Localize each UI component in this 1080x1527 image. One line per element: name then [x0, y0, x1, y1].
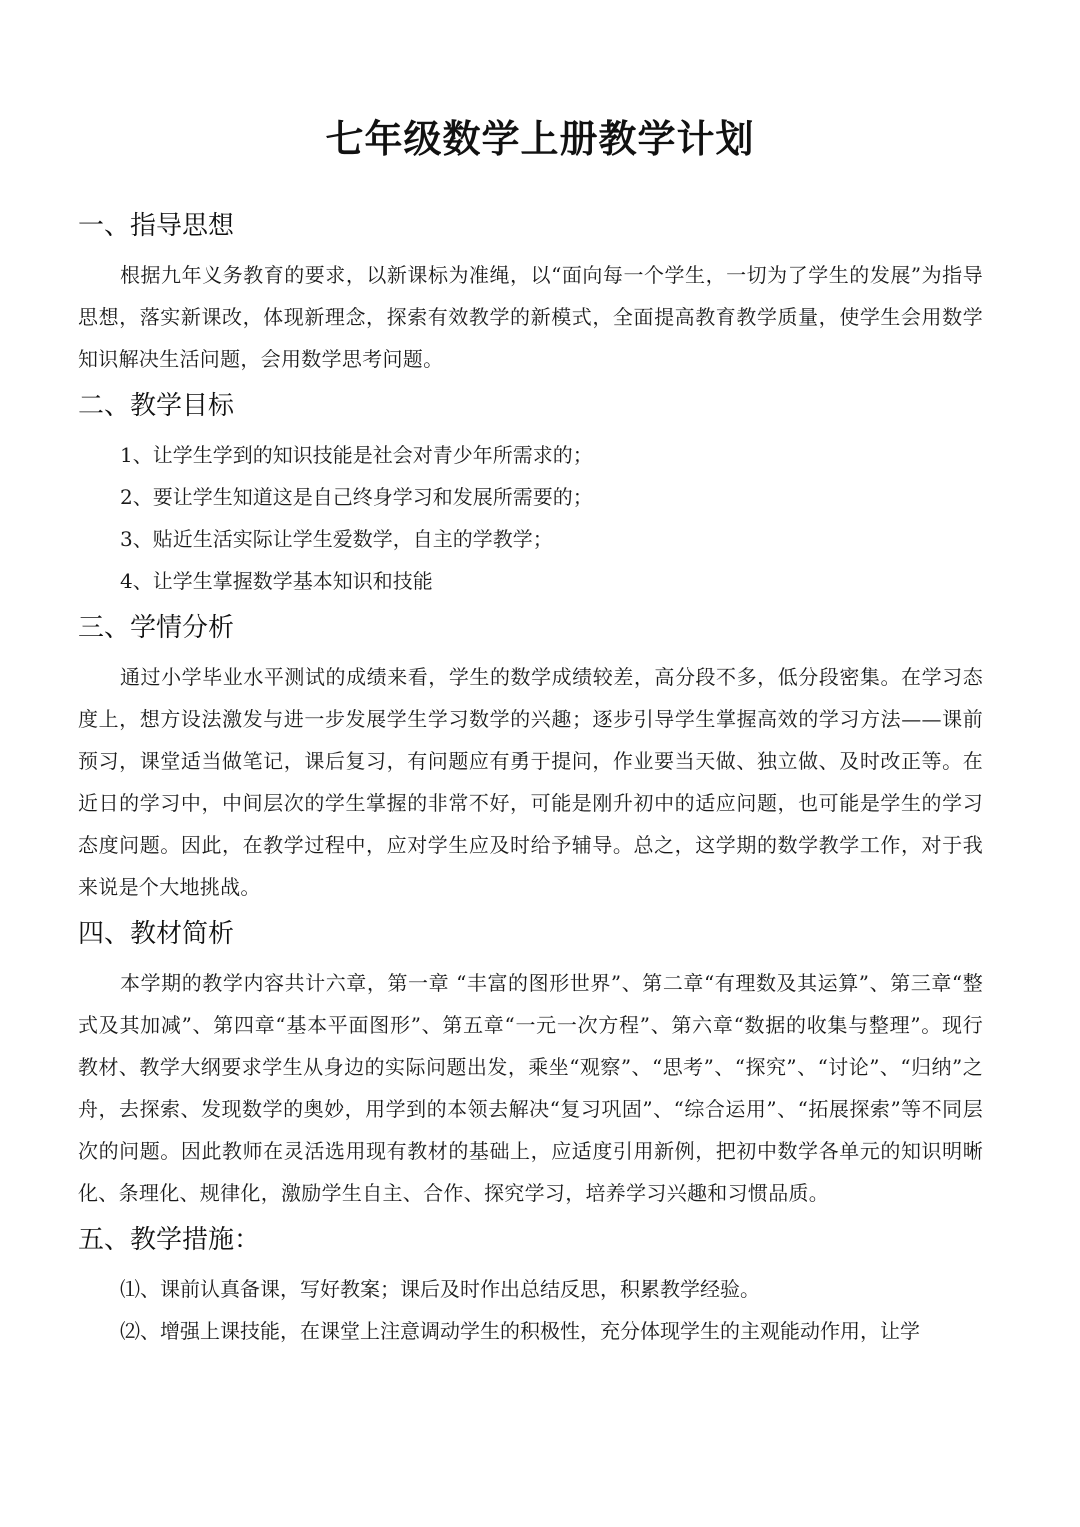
list-item: ⑴、课前认真备课，写好教案；课后及时作出总结反思，积累教学经验。 — [120, 1277, 760, 1301]
measures-list — [78, 1268, 983, 1352]
section-student-analysis — [78, 608, 983, 908]
section-guiding-ideology — [78, 206, 983, 380]
section-heading: 三、学情分析 — [78, 613, 235, 643]
list-item: ⑵、增强上课技能，在课堂上注意调动学生的积极性，充分体现学生的主观能动作用，让学 — [120, 1319, 920, 1343]
page-title: 七年级数学上册教学计划 — [325, 117, 755, 161]
list-item: 1、让学生学到的知识技能是社会对青少年所需求的； — [120, 443, 593, 467]
list-item: 4、让学生掌握数学基本知识和技能 — [120, 569, 433, 593]
section-heading: 二、教学目标 — [78, 391, 235, 421]
section-paragraph: 本学期的教学内容共计六章，第一章 “丰富的图形世界”、第二章“有理数及其运算”、第三章“整式及其加减”、第四章“基本平面图形”、第五章“一元一次方程”、第六章“数据的收集与整理”。现行教材、教学大纲要求学生从身边的实际问题出发，乘坐“观察”、“思考”、“探究”、“讨论”、“归纳”之舟，去探索、发现数学的奥妙，用学到的本领去解决“复习巩固”、“综合运用”、“拓展探索”等不同层次的问题。因此教师在灵活选用现有教材的基础上，应适度引用新例，把初中数学各单元的知识明晰化、条理化、规律化，激励学生自主、合作、探究学习，培养学习兴趣和习惯品质。 — [78, 971, 983, 1205]
goals-list — [78, 434, 983, 602]
section-paragraph: 通过小学毕业水平测试的成绩来看，学生的数学成绩较差，高分段不多，低分段密集。在学习态度上，想方设法激发与进一步发展学生学习数学的兴趣；逐步引导学生掌握高效的学习方法——课前预习，课堂适当做笔记，课后复习，有问题应有勇于提问，作业要当天做、独立做、及时改正等。在近日的学习中，中间层次的学生掌握的非常不好，可能是刚升初中的适应问题，也可能是学生的学习态度问题。因此，在教学过程中，应对学生应及时给予辅导。总之，这学期的数学教学工作，对于我来说是个大地挑战。 — [78, 665, 983, 899]
section-heading: 一、指导思想 — [78, 211, 235, 241]
section-textbook-analysis — [78, 914, 983, 1214]
list-item: 3、贴近生活实际让学生爱数学，自主的学教学； — [120, 527, 553, 551]
section-teaching-measures — [78, 1220, 983, 1352]
section-heading: 四、教材简析 — [78, 919, 235, 949]
section-paragraph: 根据九年义务教育的要求，以新课标为准绳，以“面向每一个学生，一切为了学生的发展”为指导思想，落实新课改，体现新理念，探索有效教学的新模式，全面提高教育教学质量，使学生会用数学知识解决生活问题，会用数学思考问题。 — [78, 263, 983, 371]
document-body — [78, 206, 983, 1358]
list-item: 2、要让学生知道这是自己终身学习和发展所需要的； — [120, 485, 593, 509]
section-heading: 五、教学措施： — [78, 1225, 261, 1255]
section-teaching-goals — [78, 386, 983, 602]
